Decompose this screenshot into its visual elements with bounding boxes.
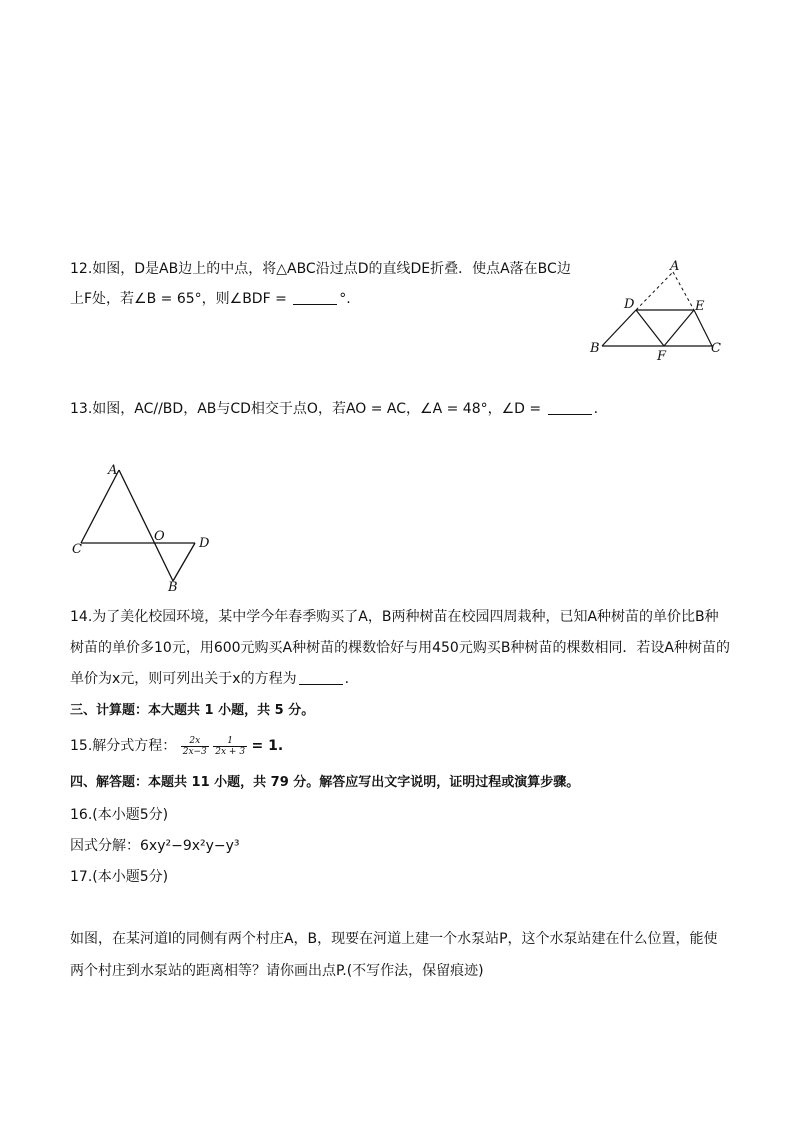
section4-heading: 四、解答题：本题共 11 小题，共 79 分。解答应写出文字说明，证明过程或演算步骤。 [70, 775, 580, 790]
q15-suffix: = 1. [251, 738, 284, 754]
q17-header: 17.(本小题5分) [70, 869, 169, 885]
q12-label-e: E [695, 299, 705, 314]
q12-label-f: F [657, 349, 667, 364]
q15-fraction-1 [181, 736, 209, 757]
q14-text-line3 [70, 669, 349, 689]
q13-label-c: C [72, 542, 82, 557]
q15-text [70, 733, 283, 759]
section3-heading: 三、计算题：本大题共 1 小题，共 5 分。 [70, 703, 315, 718]
q15-frac1-numerator: 2x [189, 735, 201, 746]
q14-text-line1: 14.为了美化校园环境，某中学今年春季购买了A，B两种树苗在校园四周栽种，已知A种树苗的单价比B种 [70, 609, 719, 625]
q16-header: 16.(本小题5分) [70, 807, 169, 823]
q13-label-d: D [199, 536, 210, 551]
q13-label-o: O [154, 529, 165, 544]
q13-answer-blank [548, 400, 592, 415]
q15-fraction-2 [213, 736, 247, 757]
q15-frac1-denominator: 2x−3 [182, 746, 207, 757]
q12-answer-blank [293, 290, 337, 305]
q13-label-a: A [108, 463, 118, 478]
q14-text-line3-b: . [344, 671, 350, 687]
q12-text-line2-b: °. [339, 291, 351, 307]
q16-text: 因式分解：6xy²−9x²y−y³ [70, 838, 240, 854]
q13-label-b: B [168, 580, 178, 595]
q12-label-d: D [624, 297, 635, 312]
q12-label-b: B [590, 341, 600, 356]
q14-answer-blank [299, 670, 343, 685]
q12-triangle-figure [584, 256, 734, 366]
q15-prefix: 15.解分式方程： [70, 738, 177, 754]
q13-text-a: 13.如图，AC//BD，AB与CD相交于点O，若AO = AC，∠A = 48°，∠D = [70, 401, 546, 417]
q14-text-line3-a: 单价为x元，则可列出关于x的方程为 [70, 671, 297, 687]
q12-label-a: A [670, 259, 680, 274]
q13-figure [64, 458, 224, 596]
q17-text-line1: 如图，在某河道l的同侧有两个村庄A，B，现要在河道上建一个水泵站P，这个水泵站建在什么位置，能使 [70, 931, 718, 947]
q12-text-line2-a: 上F处，若∠B = 65°，则∠BDF = [70, 291, 292, 307]
q17-text-line2: 两个村庄到水泵站的距离相等？请你画出点P.(不写作法，保留痕迹) [70, 963, 484, 979]
q12-text-line1: 12.如图，D是AB边上的中点，将△ABC沿过点D的直线DE折叠．使点A落在BC边 [70, 261, 571, 277]
q15-frac2-numerator: 1 [227, 735, 234, 746]
q12-label-c: C [711, 341, 721, 356]
q15-frac2-denominator: 2x + 3 [215, 746, 246, 757]
q13-text [70, 399, 598, 419]
q12-text-line2 [70, 289, 351, 309]
q13-text-b: . [593, 401, 599, 417]
q14-text-line2: 树苗的单价多10元，用600元购买A种树苗的棵数恰好与用450元购买B种树苗的棵数相同．若设A种树苗的 [70, 640, 731, 656]
